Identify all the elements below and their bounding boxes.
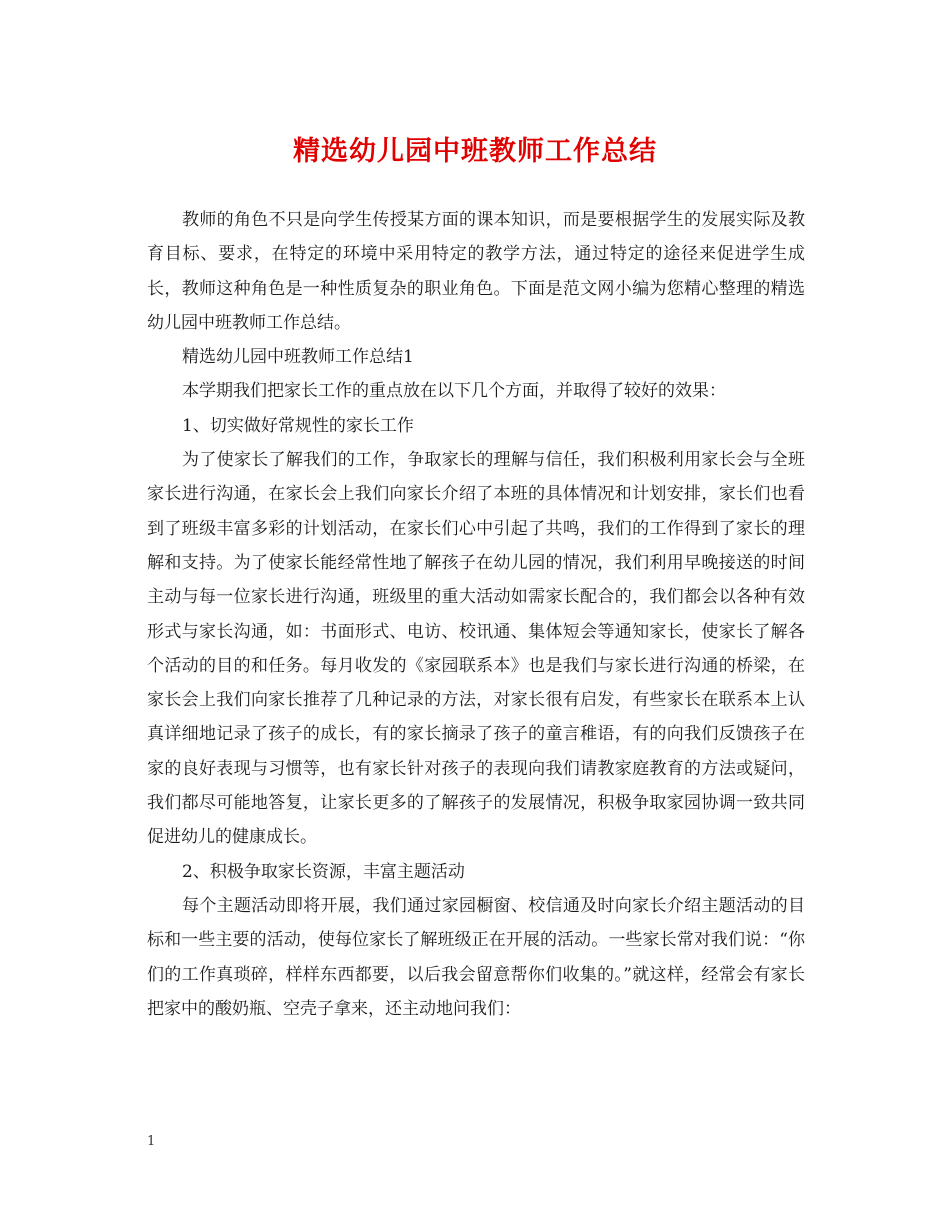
subheading-parent-resources: 2、积极争取家长资源，丰富主题活动 <box>182 861 465 882</box>
paragraph-parent-communication: 为了使家长了解我们的工作，争取家长的理解与信任，我们积极利用家长会与全班家长进行沟通，在家长会上我们向家长介绍了本班的具体情况和计划安排，家长们也看到了班级丰富多彩的计划活动，在家长们心中引起了共鸣，我们的工作得到了家长的理解和支持。为了使家长能经常性地了解孩子在幼儿园的情况，我们利用早晚接送的时间主动与每一位家长进行沟通，班级里的重大活动如需家长配合的，我们都会以各种有效形式与家长沟通，如：书面形式、电访、校讯通、集体短会等通知家长，使家长了解各个活动的目的和任务。每月收发的《家园联系本》也是我们与家长进行沟通的桥梁，在家长会上我们向家长推荐了几种记录的方法，对家长很有启发，有些家长在联系本上认真详细地记录了孩子的成长，有的家长摘录了孩子的童言稚语，有的向我们反馈孩子在家的良好表现与习惯等，也有家长针对孩子的表现向我们请教家庭教育的方法或疑问，我们都尽可能地答复，让家长更多的了解孩子的发展情况，积极争取家园协调一致共同促进幼儿的健康成长。 <box>147 450 805 848</box>
section-heading-summary-1: 精选幼儿园中班教师工作总结1 <box>182 347 414 368</box>
document-body <box>147 203 805 1026</box>
document-title: 精选幼儿园中班教师工作总结 <box>293 136 657 167</box>
subheading-routine-parent-work: 1、切实做好常规性的家长工作 <box>182 415 414 436</box>
page-number: 1 <box>147 1134 156 1149</box>
paragraph-theme-activities: 每个主题活动即将开展，我们通过家园橱窗、校信通及时向家长介绍主题活动的目标和一些主要的活动，使每位家长了解班级正在开展的活动。一些家长常对我们说：“你们的工作真琐碎，样样东西都要，以后我会留意帮你们收集的。”就这样，经常会有家长把家中的酸奶瓶、空壳子拿来，还主动地问我们： <box>147 895 805 1019</box>
paragraph-intro: 教师的角色不只是向学生传授某方面的课本知识，而是要根据学生的发展实际及教育目标、要求，在特定的环境中采用特定的教学方法，通过特定的途径来促进学生成长，教师这种角色是一种性质复杂的职业角色。下面是范文网小编为您精心整理的精选幼儿园中班教师工作总结。 <box>147 210 805 333</box>
paragraph-semester-focus: 本学期我们把家长工作的重点放在以下几个方面，并取得了较好的效果： <box>182 381 726 402</box>
